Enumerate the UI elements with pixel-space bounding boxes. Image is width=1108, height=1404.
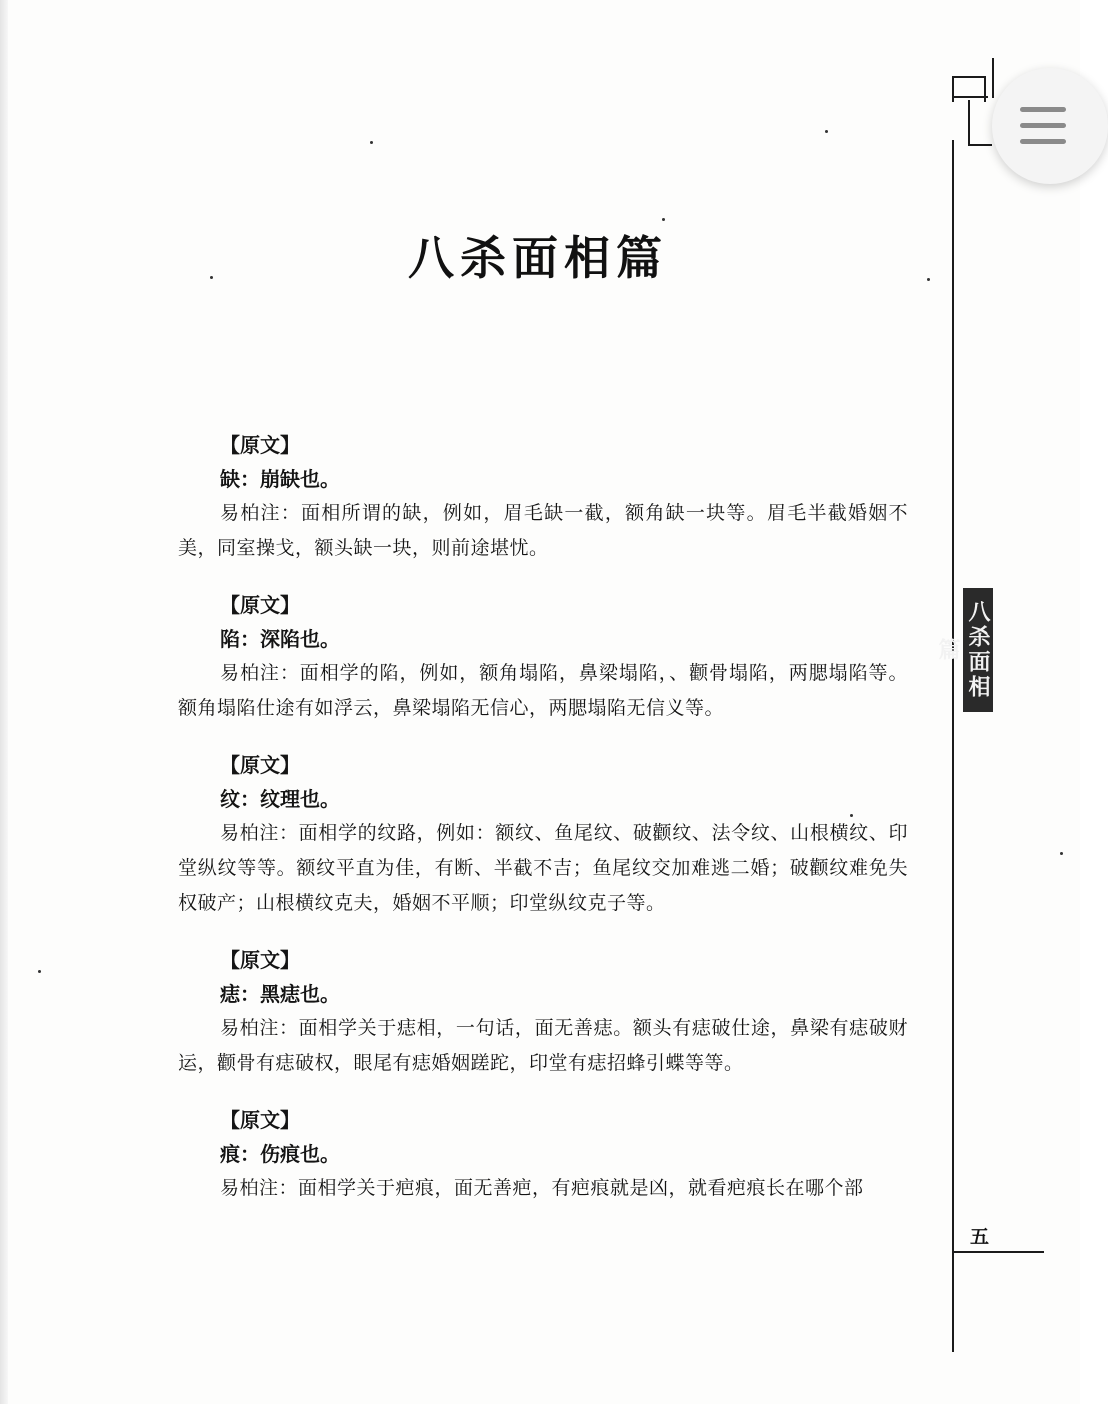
annotation-paragraph: 易柏注：面相学的陷，例如，额角塌陷，鼻梁塌陷，、颧骨塌陷，两腮塌陷等。额角塌陷仕途有如浮云，鼻梁塌陷无信心，两腮塌陷无信义等。 bbox=[178, 662, 908, 719]
original-text-label: 【原文】 bbox=[220, 433, 300, 457]
scan-speck bbox=[927, 278, 930, 281]
menu-button[interactable] bbox=[992, 68, 1108, 184]
annotation-paragraph: 易柏注：面相所谓的缺，例如，眉毛缺一截，额角缺一块等。眉毛半截婚姻不美，同室操戈，额头缺一块，则前途堪忧。 bbox=[178, 502, 908, 559]
original-text-label: 【原文】 bbox=[220, 593, 300, 617]
frame-ornament bbox=[952, 76, 986, 102]
annotation-paragraph: 易柏注：面相学的纹路，例如：额纹、鱼尾纹、破颧纹、法令纹、山根横纹、印堂纵纹等等。额纹平直为佳，有断、半截不吉；鱼尾纹交加难逃二婚；破颧纹难免失权破产；山根横纹克夫，婚姻不平顺；印堂纵纹克子等。 bbox=[178, 822, 908, 914]
section-hen bbox=[178, 1103, 908, 1206]
frame-ornament bbox=[992, 58, 994, 98]
frame-vertical-rule bbox=[952, 140, 954, 1352]
page-body bbox=[178, 428, 908, 1228]
scan-speck bbox=[38, 970, 41, 973]
page-title: 八杀面相篇 bbox=[408, 231, 668, 285]
scan-speck bbox=[1060, 852, 1063, 855]
page-edge-shadow bbox=[0, 0, 8, 1404]
original-text-label: 【原文】 bbox=[220, 1108, 300, 1132]
original-text-label: 【原文】 bbox=[220, 753, 300, 777]
section-que bbox=[178, 428, 908, 566]
scan-speck bbox=[662, 218, 665, 221]
scan-speck bbox=[370, 141, 373, 144]
frame-footer-rule bbox=[952, 1251, 1044, 1253]
annotation-paragraph: 易柏注：面相学关于痣相，一句话，面无善痣。额头有痣破仕途，鼻梁有痣破财运，颧骨有痣破权，眼尾有痣婚姻蹉跎，印堂有痣招蜂引蝶等等。 bbox=[178, 1017, 908, 1074]
chapter-side-tab: 八杀面相篇 bbox=[963, 588, 993, 712]
section-heading: 痕：伤痕也。 bbox=[220, 1142, 340, 1166]
section-wen bbox=[178, 748, 908, 921]
frame-ornament bbox=[968, 100, 992, 146]
section-xian bbox=[178, 588, 908, 726]
scan-speck bbox=[825, 130, 828, 133]
section-heading: 痣：黑痣也。 bbox=[220, 982, 340, 1006]
section-zhi bbox=[178, 943, 908, 1081]
book-page bbox=[8, 0, 1080, 1404]
section-heading: 缺：崩缺也。 bbox=[220, 467, 340, 491]
section-heading: 陷：深陷也。 bbox=[220, 627, 340, 651]
original-text-label: 【原文】 bbox=[220, 948, 300, 972]
scan-speck bbox=[210, 276, 213, 279]
page-number: 五 bbox=[970, 1226, 990, 1248]
frame-rule bbox=[952, 96, 988, 98]
annotation-paragraph: 易柏注：面相学关于疤痕，面无善疤，有疤痕就是凶，就看疤痕长在哪个部 bbox=[220, 1177, 864, 1199]
section-heading: 纹：纹理也。 bbox=[220, 787, 340, 811]
scan-speck bbox=[850, 814, 853, 817]
